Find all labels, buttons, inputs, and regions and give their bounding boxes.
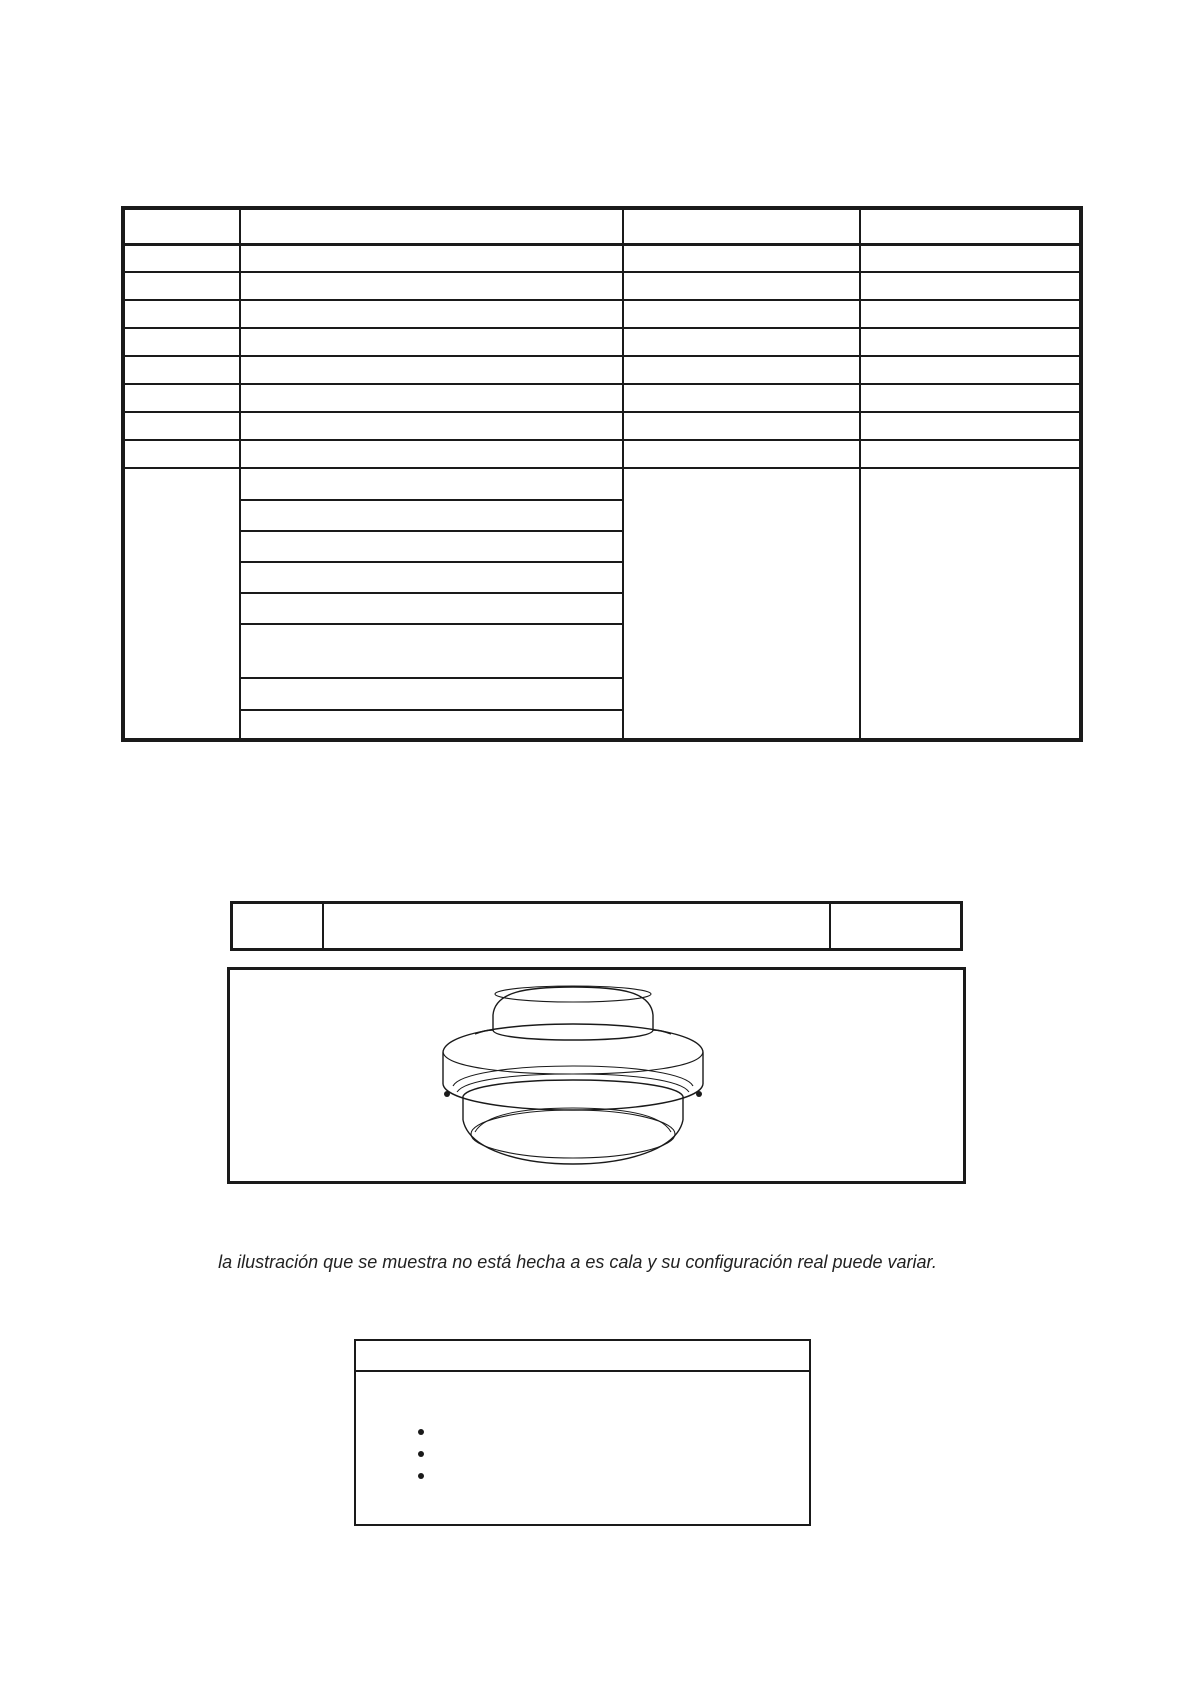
row-divider	[125, 271, 1079, 273]
header-cell-divider-1	[322, 904, 324, 948]
row-divider	[125, 327, 1079, 329]
sub-row-divider	[240, 623, 623, 625]
bullet-icon	[418, 1473, 424, 1479]
bullet-item	[424, 1445, 764, 1465]
info-box-divider	[356, 1370, 809, 1372]
info-box	[354, 1339, 811, 1526]
parts-table	[121, 206, 1083, 742]
drawing-frame	[227, 967, 966, 1184]
sub-row-divider	[240, 561, 623, 563]
row-divider	[125, 467, 1079, 469]
sub-row-divider	[240, 499, 623, 501]
bullet-item	[424, 1467, 764, 1487]
dome-camera-drawing-icon	[425, 982, 765, 1172]
sub-row-divider	[240, 592, 623, 594]
sub-row-divider	[240, 530, 623, 532]
row-divider	[125, 411, 1079, 413]
row-divider	[125, 299, 1079, 301]
bullet-item	[424, 1423, 764, 1443]
header-divider	[125, 243, 1079, 246]
drawing-header	[230, 901, 963, 951]
row-divider	[125, 383, 1079, 385]
illustration-note: la ilustración que se muestra no está hecha a es cala y su configuración real puede variar.	[218, 1252, 937, 1272]
bullet-icon	[418, 1451, 424, 1457]
header-cell-divider-2	[829, 904, 831, 948]
row-divider	[125, 439, 1079, 441]
bullet-icon	[418, 1429, 424, 1435]
column-divider-1	[239, 210, 241, 738]
sub-row-divider	[240, 677, 623, 679]
column-divider-2	[622, 210, 624, 738]
column-divider-3	[859, 210, 861, 738]
row-divider	[125, 355, 1079, 357]
sub-row-divider	[240, 709, 623, 711]
